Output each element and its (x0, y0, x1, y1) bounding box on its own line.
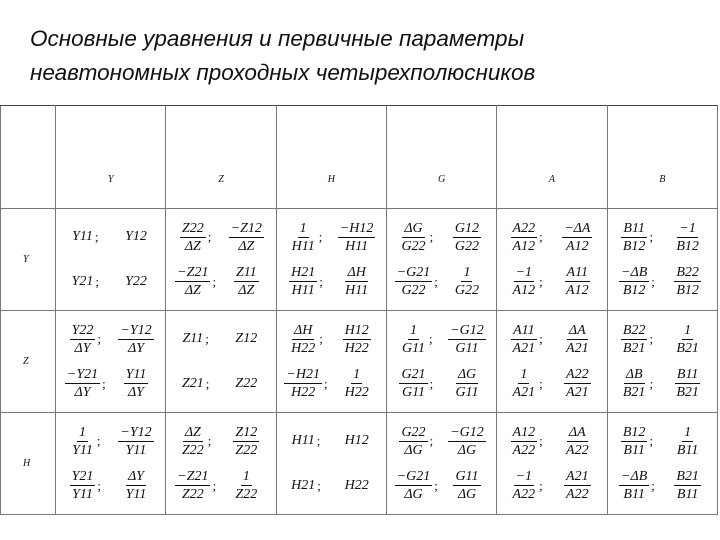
matrix-entry (221, 317, 272, 362)
matrix-entry (170, 215, 221, 260)
separator: ; (539, 477, 543, 493)
matrix-entry (221, 464, 272, 509)
matrix-entry (221, 362, 272, 407)
numerator: Y21 (71, 469, 94, 485)
denominator: A21 (566, 340, 589, 356)
matrix-cell-h-a (497, 413, 607, 515)
matrix-entry (552, 362, 603, 407)
column-header-y: Y (56, 106, 166, 209)
matrix-row-h (1, 413, 718, 515)
numerator: −G12 (450, 322, 484, 338)
matrix-entry (60, 215, 111, 260)
separator: ; (95, 273, 100, 289)
separator: ; (212, 477, 217, 493)
matrix-cell-h-b (607, 413, 717, 515)
separator: ; (96, 433, 101, 449)
numerator: −ΔB (621, 265, 648, 281)
element-symbol: H11 (291, 433, 315, 449)
denominator: A12 (512, 238, 536, 254)
matrix-entry (331, 419, 382, 464)
numerator: 1 (242, 469, 250, 485)
matrix-entry (391, 419, 442, 464)
denominator: A21 (512, 385, 536, 401)
matrix-entry (281, 260, 332, 305)
denominator: G22 (401, 238, 426, 254)
separator: ; (649, 331, 654, 347)
element-symbol: Z11 (182, 331, 204, 347)
matrix-entry (170, 464, 221, 509)
matrix-cell-h-z (166, 413, 276, 515)
matrix-entry (391, 362, 442, 407)
numerator: −H12 (339, 220, 374, 236)
column-header-a: A (497, 106, 607, 209)
numerator: G21 (401, 367, 426, 383)
denominator: ΔY (74, 340, 91, 356)
matrix-entry (552, 419, 603, 464)
separator: ; (94, 229, 99, 245)
matrix-entry (501, 260, 552, 305)
separator: ; (207, 433, 212, 449)
matrix-entry (442, 419, 493, 464)
element-symbol: Z22 (235, 375, 258, 391)
numerator: G22 (401, 424, 426, 440)
denominator: B11 (676, 487, 699, 503)
matrix-cell-z-g (386, 311, 496, 413)
separator: ; (316, 433, 321, 449)
denominator: A12 (566, 283, 589, 299)
numerator: A22 (512, 220, 536, 236)
matrix-entry (111, 260, 162, 305)
slide-title (30, 22, 700, 90)
matrix-entry (221, 419, 272, 464)
matrix-entry (60, 260, 111, 305)
element-symbol: Y21 (71, 273, 94, 289)
numerator: −H21 (286, 367, 320, 383)
numerator: ΔZ (184, 424, 201, 440)
denominator: H11 (291, 283, 315, 299)
separator: ; (434, 273, 438, 289)
matrix-row-z (1, 311, 718, 413)
separator: ; (319, 331, 323, 347)
matrix-cell-y-h (276, 209, 386, 311)
numerator: B21 (676, 469, 699, 485)
numerator: 1 (463, 265, 471, 281)
numerator: H12 (344, 322, 369, 338)
matrix-entry (501, 215, 552, 260)
matrix-entry (281, 215, 332, 260)
denominator: G22 (454, 238, 480, 254)
separator: ; (318, 229, 323, 245)
matrix-entry (331, 317, 382, 362)
separator: ; (323, 375, 328, 391)
matrix-entry (442, 317, 493, 362)
denominator: ΔG (404, 442, 423, 458)
numerator: 1 (353, 367, 361, 383)
denominator: A21 (566, 385, 589, 401)
denominator: ΔY (127, 340, 144, 356)
denominator: ΔG (457, 487, 477, 503)
matrix-entry (111, 215, 162, 260)
numerator: 1 (79, 424, 87, 440)
matrix-entry (170, 317, 221, 362)
matrix-cell-h-y (56, 413, 166, 515)
matrix-entry (552, 260, 603, 305)
matrix-entry (221, 215, 272, 260)
separator: ; (429, 331, 433, 347)
numerator: −Y12 (120, 424, 152, 440)
matrix-entry (60, 419, 111, 464)
matrix-entry (170, 260, 221, 305)
numerator: B22 (676, 265, 699, 281)
numerator: −1 (515, 469, 533, 485)
matrix-entry (552, 464, 603, 509)
matrix-entry (442, 464, 493, 509)
denominator: Y11 (72, 487, 93, 503)
separator: ; (97, 477, 102, 493)
separator: ; (102, 375, 106, 391)
separator: ; (539, 273, 543, 289)
numerator: A12 (512, 424, 536, 440)
numerator: ΔH (347, 265, 366, 281)
matrix-entry (552, 317, 603, 362)
denominator: B11 (623, 487, 645, 503)
denominator: H22 (291, 385, 316, 401)
element-symbol: H22 (344, 477, 369, 493)
title-line-1: Основные уравнения и первичные параметры (30, 26, 525, 51)
numerator: G11 (455, 469, 479, 485)
denominator: G11 (455, 340, 479, 356)
parameter-conversion-table (0, 105, 718, 515)
denominator: B12 (622, 238, 646, 254)
numerator: ΔA (568, 322, 586, 338)
numerator: −G12 (450, 424, 484, 440)
denominator: G22 (454, 283, 480, 299)
element-symbol: H21 (291, 477, 316, 493)
numerator: ΔG (457, 367, 477, 383)
numerator: ΔB (625, 367, 643, 383)
separator: ; (434, 477, 438, 493)
matrix-entry (612, 362, 663, 407)
denominator: G11 (401, 385, 426, 401)
numerator: ΔY (127, 469, 144, 485)
numerator: A11 (513, 322, 535, 338)
matrix-entry (60, 317, 111, 362)
separator: ; (317, 477, 321, 493)
column-header-b: B (607, 106, 717, 209)
header-row (1, 106, 718, 209)
numerator: −Z21 (177, 469, 209, 485)
denominator: H11 (291, 238, 315, 254)
matrix-entry (662, 419, 713, 464)
numerator: 1 (409, 322, 417, 338)
separator: ; (649, 375, 654, 391)
denominator: Z22 (235, 487, 258, 503)
numerator: 1 (684, 322, 692, 338)
numerator: −Y12 (120, 322, 152, 338)
denominator: H22 (344, 385, 369, 401)
matrix-entry (612, 317, 663, 362)
matrix-cell-z-b (607, 311, 717, 413)
denominator: H11 (345, 283, 369, 299)
denominator: B12 (622, 283, 646, 299)
numerator: A11 (566, 265, 589, 281)
denominator: A22 (566, 442, 589, 458)
matrix-cell-y-y (56, 209, 166, 311)
column-header-g: G (386, 106, 496, 209)
denominator: G22 (401, 283, 426, 299)
matrix-entry (501, 317, 552, 362)
separator: ; (207, 229, 212, 245)
numerator: ΔG (404, 220, 423, 236)
column-header-h: H (276, 106, 386, 209)
numerator: ΔH (294, 322, 313, 338)
matrix-cell-y-b (607, 209, 717, 311)
matrix-cell-h-h (276, 413, 386, 515)
numerator: Y22 (71, 322, 94, 338)
matrix-entry (442, 260, 493, 305)
matrix-entry (612, 464, 663, 509)
denominator: Y11 (125, 487, 147, 503)
denominator: H11 (345, 238, 369, 254)
matrix-entry (612, 215, 663, 260)
denominator: B12 (676, 283, 699, 299)
separator: ; (651, 477, 655, 493)
numerator: −Z21 (177, 265, 209, 281)
separator: ; (539, 229, 543, 245)
denominator: A22 (512, 442, 536, 458)
matrix-entry (281, 317, 332, 362)
separator: ; (649, 433, 654, 449)
matrix-entry (612, 419, 663, 464)
matrix-entry (331, 260, 382, 305)
denominator: A12 (512, 283, 536, 299)
matrix-entry (662, 215, 713, 260)
denominator: A22 (512, 487, 536, 503)
numerator: 1 (684, 424, 692, 440)
matrix-cell-y-a (497, 209, 607, 311)
denominator: B11 (623, 442, 645, 458)
matrix-cell-z-y (56, 311, 166, 413)
separator: ; (319, 273, 323, 289)
denominator: B12 (676, 238, 699, 254)
matrix-entry (111, 362, 162, 407)
matrix-entry (501, 419, 552, 464)
numerator: −G21 (396, 265, 431, 281)
numerator: Z11 (235, 265, 257, 281)
denominator: ΔZ (184, 238, 201, 254)
matrix-entry (442, 215, 493, 260)
separator: ; (651, 273, 655, 289)
matrix-entry (170, 419, 221, 464)
numerator: Y11 (125, 367, 147, 383)
separator: ; (539, 331, 543, 347)
separator: ; (649, 229, 654, 245)
matrix-cell-h-g (386, 413, 496, 515)
matrix-entry (552, 215, 603, 260)
row-header-y: Y (1, 209, 56, 311)
matrix-entry (111, 464, 162, 509)
numerator: B11 (676, 367, 699, 383)
denominator: ΔY (127, 385, 144, 401)
matrix-entry (60, 362, 111, 407)
numerator: Z22 (181, 220, 204, 236)
denominator: B21 (622, 385, 646, 401)
matrix-cell-y-g (386, 209, 496, 311)
matrix-entry (221, 260, 272, 305)
matrix-entry (501, 362, 552, 407)
separator: ; (429, 229, 434, 245)
row-header-z: Z (1, 311, 56, 413)
element-symbol: Y11 (72, 229, 93, 245)
denominator: H22 (344, 340, 369, 356)
denominator: ΔZ (238, 238, 255, 254)
matrix-entry (111, 317, 162, 362)
denominator: B11 (676, 442, 699, 458)
row-header-h: H (1, 413, 56, 515)
matrix-cell-z-z (166, 311, 276, 413)
numerator: −ΔB (621, 469, 648, 485)
element-symbol: Z12 (235, 331, 258, 347)
numerator: −Y21 (66, 367, 99, 383)
denominator: A12 (566, 238, 589, 254)
separator: ; (97, 331, 102, 347)
corner-cell (1, 106, 56, 209)
column-header-z: Z (166, 106, 276, 209)
matrix-entry (391, 317, 442, 362)
matrix-entry (662, 317, 713, 362)
matrix-entry (612, 260, 663, 305)
denominator: A22 (566, 487, 589, 503)
matrix-entry (111, 419, 162, 464)
matrix-entry (662, 362, 713, 407)
numerator: 1 (520, 367, 528, 383)
denominator: B21 (676, 385, 699, 401)
numerator: A22 (566, 367, 589, 383)
matrix-cell-y-z (166, 209, 276, 311)
numerator: G12 (454, 220, 480, 236)
matrix-entry (331, 362, 382, 407)
denominator: B21 (622, 340, 646, 356)
denominator: Z22 (181, 442, 204, 458)
matrix-cell-z-h (276, 311, 386, 413)
separator: ; (429, 375, 434, 391)
numerator: H21 (291, 265, 316, 281)
matrix-entry (662, 260, 713, 305)
numerator: A21 (566, 469, 589, 485)
denominator: Y11 (125, 442, 147, 458)
denominator: ΔG (404, 487, 423, 503)
numerator: Z12 (235, 424, 258, 440)
denominator: Y11 (72, 442, 93, 458)
denominator: G11 (401, 340, 426, 356)
matrix-entry (331, 464, 382, 509)
separator: ; (205, 375, 210, 391)
denominator: ΔG (457, 442, 477, 458)
matrix-entry (281, 464, 332, 509)
denominator: ΔY (74, 385, 91, 401)
denominator: ΔZ (238, 283, 255, 299)
separator: ; (429, 433, 434, 449)
numerator: B12 (622, 424, 646, 440)
denominator: G11 (455, 385, 479, 401)
element-symbol: H12 (344, 433, 369, 449)
numerator: −ΔA (564, 220, 591, 236)
denominator: ΔZ (184, 283, 201, 299)
denominator: A21 (512, 340, 536, 356)
matrix-cell-z-a (497, 311, 607, 413)
numerator: −1 (679, 220, 696, 236)
denominator: Z22 (181, 487, 204, 503)
element-symbol: Z21 (181, 375, 204, 391)
matrix-entry (281, 362, 332, 407)
separator: ; (205, 331, 209, 347)
separator: ; (539, 433, 543, 449)
matrix-entry (662, 464, 713, 509)
denominator: Z22 (235, 442, 258, 458)
element-symbol: Y22 (125, 273, 147, 289)
numerator: B11 (623, 220, 645, 236)
matrix-entry (442, 362, 493, 407)
matrix-row-y (1, 209, 718, 311)
matrix-entry (391, 260, 442, 305)
numerator: −G21 (396, 469, 431, 485)
denominator: H22 (291, 340, 316, 356)
matrix-entry (331, 215, 382, 260)
title-line-2: неавтономных проходных четырехполюсников (30, 60, 536, 85)
numerator: 1 (299, 220, 307, 236)
numerator: ΔA (568, 424, 586, 440)
matrix-entry (60, 464, 111, 509)
numerator: −Z12 (230, 220, 262, 236)
matrix-entry (281, 419, 332, 464)
matrix-entry (391, 464, 442, 509)
numerator: −1 (515, 265, 533, 281)
matrix-entry (501, 464, 552, 509)
matrix-entry (391, 215, 442, 260)
element-symbol: Y12 (125, 229, 147, 245)
separator: ; (539, 375, 543, 391)
denominator: B21 (676, 340, 699, 356)
separator: ; (212, 273, 217, 289)
numerator: B22 (622, 322, 646, 338)
matrix-entry (170, 362, 221, 407)
